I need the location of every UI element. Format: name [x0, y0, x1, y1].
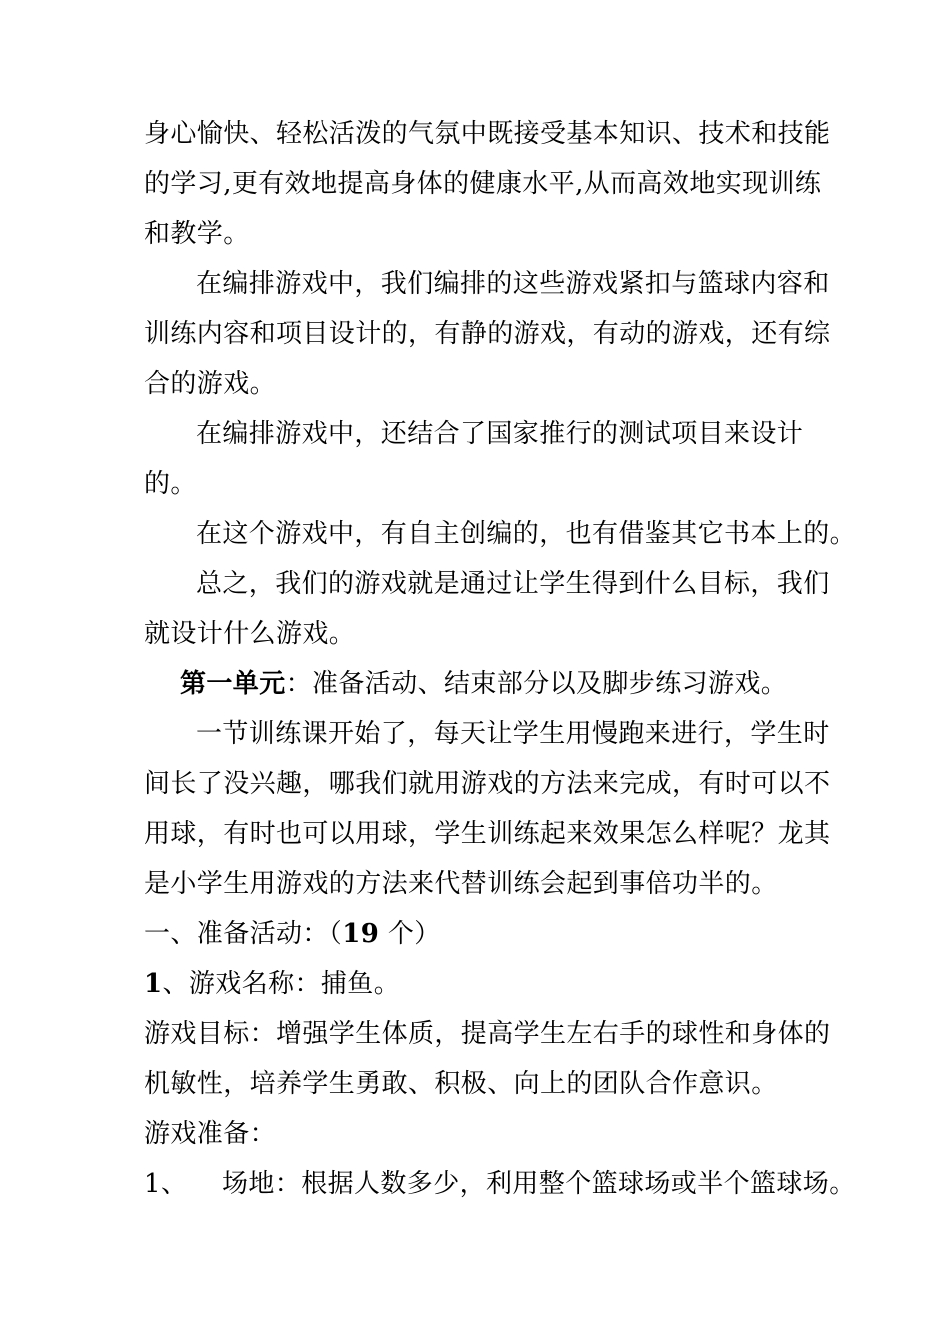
game-title-text: 、游戏名称：捕鱼。	[162, 969, 401, 999]
paragraph-line: 合的游戏。	[144, 369, 277, 399]
unit-heading-text: ：准备活动、结束部分以及脚步练习游戏。	[285, 669, 788, 699]
paragraph-line: 就设计什么游戏。	[144, 619, 356, 649]
paragraph-line: 和教学。	[144, 219, 250, 249]
paragraph-line: 在编排游戏中，还结合了国家推行的测试项目来设计	[196, 419, 804, 449]
section-heading-count: 19	[342, 919, 380, 949]
section-heading-suffix: 个）	[379, 919, 441, 949]
paragraph-line: 用球，有时也可以用球，学生训练起来效果怎么样呢？龙其	[144, 819, 831, 849]
paragraph-line: 间长了没兴趣，哪我们就用游戏的方法来完成，有时可以不	[144, 769, 831, 799]
paragraph-line: 游戏目标：增强学生体质，提高学生左右手的球性和身体的	[144, 1019, 831, 1049]
game-title	[144, 967, 400, 1001]
paragraph-line: 总之，我们的游戏就是通过让学生得到什么目标，我们	[196, 569, 830, 599]
paragraph-line: 的。	[144, 469, 197, 499]
section-heading	[144, 917, 441, 951]
game-number: 1	[144, 969, 163, 999]
section-heading-text: 一、准备活动：（	[144, 919, 343, 949]
unit-heading	[180, 667, 787, 701]
unit-heading-label: 第一单元	[180, 669, 286, 699]
paragraph-line: 训练内容和项目设计的，有静的游戏，有动的游戏，还有综	[144, 319, 831, 349]
paragraph-line: 机敏性，培养学生勇敢、积极、向上的团队合作意识。	[144, 1069, 778, 1099]
paragraph-line: 的学习,更有效地提高身体的健康水平,从而高效地实现训练	[144, 169, 822, 199]
paragraph-line: 身心愉快、轻松活泼的气氛中既接受基本知识、技术和技能	[144, 119, 831, 149]
paragraph-line: 游戏准备：	[144, 1119, 277, 1149]
paragraph-line: 是小学生用游戏的方法来代替训练会起到事倍功半的。	[144, 869, 778, 899]
paragraph-line: 在这个游戏中，有自主创编的，也有借鉴其它书本上的。	[196, 519, 857, 549]
paragraph-line: 1、 场地：根据人数多少，利用整个篮球场或半个篮球场。	[144, 1169, 856, 1199]
paragraph-line: 在编排游戏中，我们编排的这些游戏紧扣与篮球内容和	[196, 269, 830, 299]
paragraph-line: 一节训练课开始了，每天让学生用慢跑来进行，学生时	[196, 719, 830, 749]
